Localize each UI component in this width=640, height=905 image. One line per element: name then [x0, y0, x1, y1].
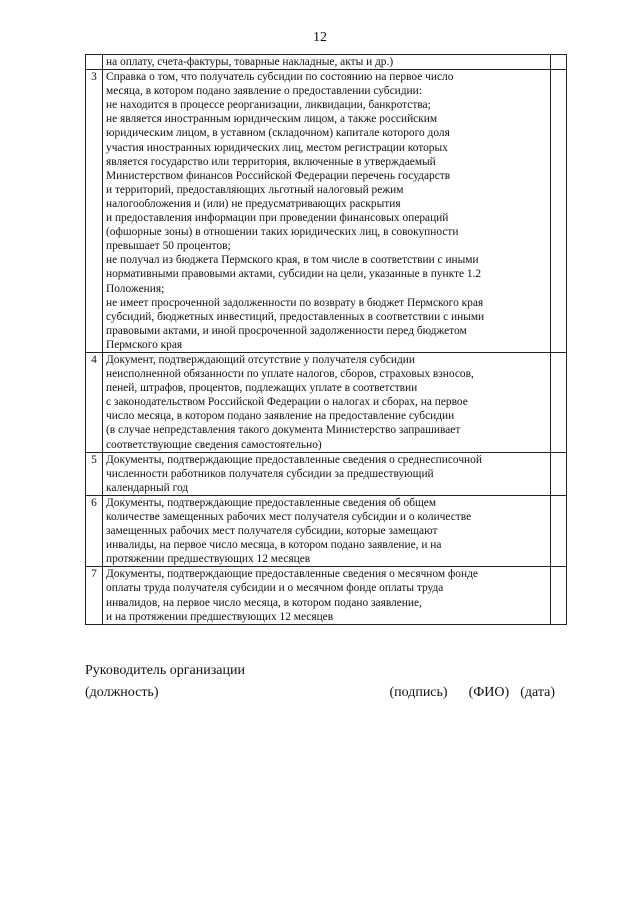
description-line: календарный год: [106, 481, 189, 494]
table-row: [86, 70, 567, 353]
document-description: [103, 55, 551, 70]
document-description: [103, 70, 551, 353]
description-line: и территорий, предоставляющих льготный налоговый режим: [106, 183, 404, 196]
description-line: превышает 50 процентов;: [106, 240, 231, 253]
description-line: Документы, подтверждающие предоставленные сведения о среднесписочной: [106, 453, 482, 466]
description-line: с законодательством Российской Федерации о налогах и сборах, на первое: [106, 396, 468, 409]
signature-fields: [389, 682, 555, 704]
description-line: Справка о том, что получатель субсидии по состоянию на первое число: [106, 71, 454, 84]
row-number: 6: [86, 495, 103, 566]
description-line: численности работников получателя субсидии за предшествующий: [106, 467, 434, 480]
signature-block: [85, 660, 555, 704]
fio-label: (ФИО): [468, 685, 510, 700]
sign-label: (подпись): [389, 685, 448, 700]
document-description: [103, 567, 551, 624]
description-line: не является иностранным юридическим лицом, а также российским: [106, 113, 438, 126]
description-line: не получал из бюджета Пермского края, в том числе в соответствии с иными: [106, 254, 479, 267]
description-line: нормативными правовыми актами, субсидии на цели, указанные в пункте 1.2: [106, 268, 482, 281]
description-line: участия иностранных юридических лиц, местом регистрации которых: [106, 141, 448, 154]
row-number: [86, 55, 103, 70]
description-line: юридическим лицом, в уставном (складочном) капитале которого доля: [106, 127, 450, 140]
description-line: месяца, в котором подано заявление о предоставлении субсидии:: [106, 85, 422, 98]
document-description: [103, 495, 551, 566]
description-line: неисполненной обязанности по уплате налогов, сборов, страховых взносов,: [106, 368, 474, 381]
description-line: пеней, штрафов, процентов, подлежащих уплате в соответствии: [106, 382, 418, 395]
description-line: субсидий, бюджетных инвестиций, предоставленных в соответствии с иными: [106, 310, 485, 323]
table-row: [86, 567, 567, 624]
table-row: [86, 55, 567, 70]
description-line: не имеет просроченной задолженности по возврату в бюджет Пермского края: [106, 296, 484, 309]
description-line: соответствующие сведения самостоятельно): [106, 438, 322, 451]
description-line: Положения;: [106, 282, 165, 295]
mark-cell[interactable]: [551, 352, 567, 452]
table-row: [86, 452, 567, 495]
description-line: протяжении предшествующих 12 месяцев: [106, 553, 311, 566]
description-line: правовыми актами, и иной просроченной задолженности перед бюджетом: [106, 324, 467, 337]
signature-row: [85, 682, 555, 704]
description-line: Документы, подтверждающие предоставленные сведения о месячном фонде: [106, 568, 478, 581]
row-number: 5: [86, 452, 103, 495]
description-line: является государство или территория, включенные в утверждаемый: [106, 155, 436, 168]
description-line: число месяца, в котором подано заявление на предоставление субсидии: [106, 410, 455, 423]
description-line: Документы, подтверждающие предоставленные сведения об общем: [106, 496, 437, 509]
date-label: (дата): [520, 685, 555, 700]
documents-table: [85, 54, 567, 625]
description-line: (офшорные зоны) в отношении таких юридических лиц, в совокупности: [106, 226, 459, 239]
row-number: 4: [86, 352, 103, 452]
description-line: количестве замещенных рабочих мест получателя субсидии и о количестве: [106, 511, 472, 523]
mark-cell[interactable]: [551, 567, 567, 624]
mark-cell[interactable]: [551, 55, 567, 70]
table-row: [86, 495, 567, 566]
description-line: Пермского края: [106, 338, 183, 351]
document-description: [103, 352, 551, 452]
row-number: 7: [86, 567, 103, 624]
description-line: оплаты труда получателя субсидии и о месячном фонде оплаты труда: [106, 582, 444, 595]
description-line: не находится в процессе реорганизации, ликвидации, банкротства;: [106, 99, 431, 112]
description-line: (в случае непредставления такого документа Министерство запрашивает: [106, 424, 461, 437]
mark-cell[interactable]: [551, 495, 567, 566]
mark-cell[interactable]: [551, 70, 567, 353]
position-label: (должность): [85, 685, 159, 700]
page-number: 12: [313, 30, 327, 45]
table-row: [86, 352, 567, 452]
signature-head: Руководитель организации: [85, 663, 245, 678]
description-line: Министерством финансов Российской Федерации перечень государств: [106, 169, 451, 182]
mark-cell[interactable]: [551, 452, 567, 495]
description-line: на оплату, счета-фактуры, товарные накладные, акты и др.): [106, 56, 394, 68]
description-line: инвалидов, на первое число месяца, в котором подано заявление,: [106, 596, 422, 609]
description-line: налогообложения и (или) не предусматривающих раскрытия: [106, 197, 401, 210]
description-line: и на протяжении предшествующих 12 месяцев: [106, 610, 334, 623]
document-description: [103, 452, 551, 495]
description-line: инвалиды, на первое число месяца, в котором подано заявление, и на: [106, 539, 442, 552]
row-number: 3: [86, 70, 103, 353]
description-line: замещенных рабочих мест получателя субсидии, которые замещают: [106, 525, 438, 538]
description-line: и предоставления информации при проведении финансовых операций: [106, 212, 449, 225]
description-line: Документ, подтверждающий отсутствие у получателя субсидии: [106, 353, 415, 366]
